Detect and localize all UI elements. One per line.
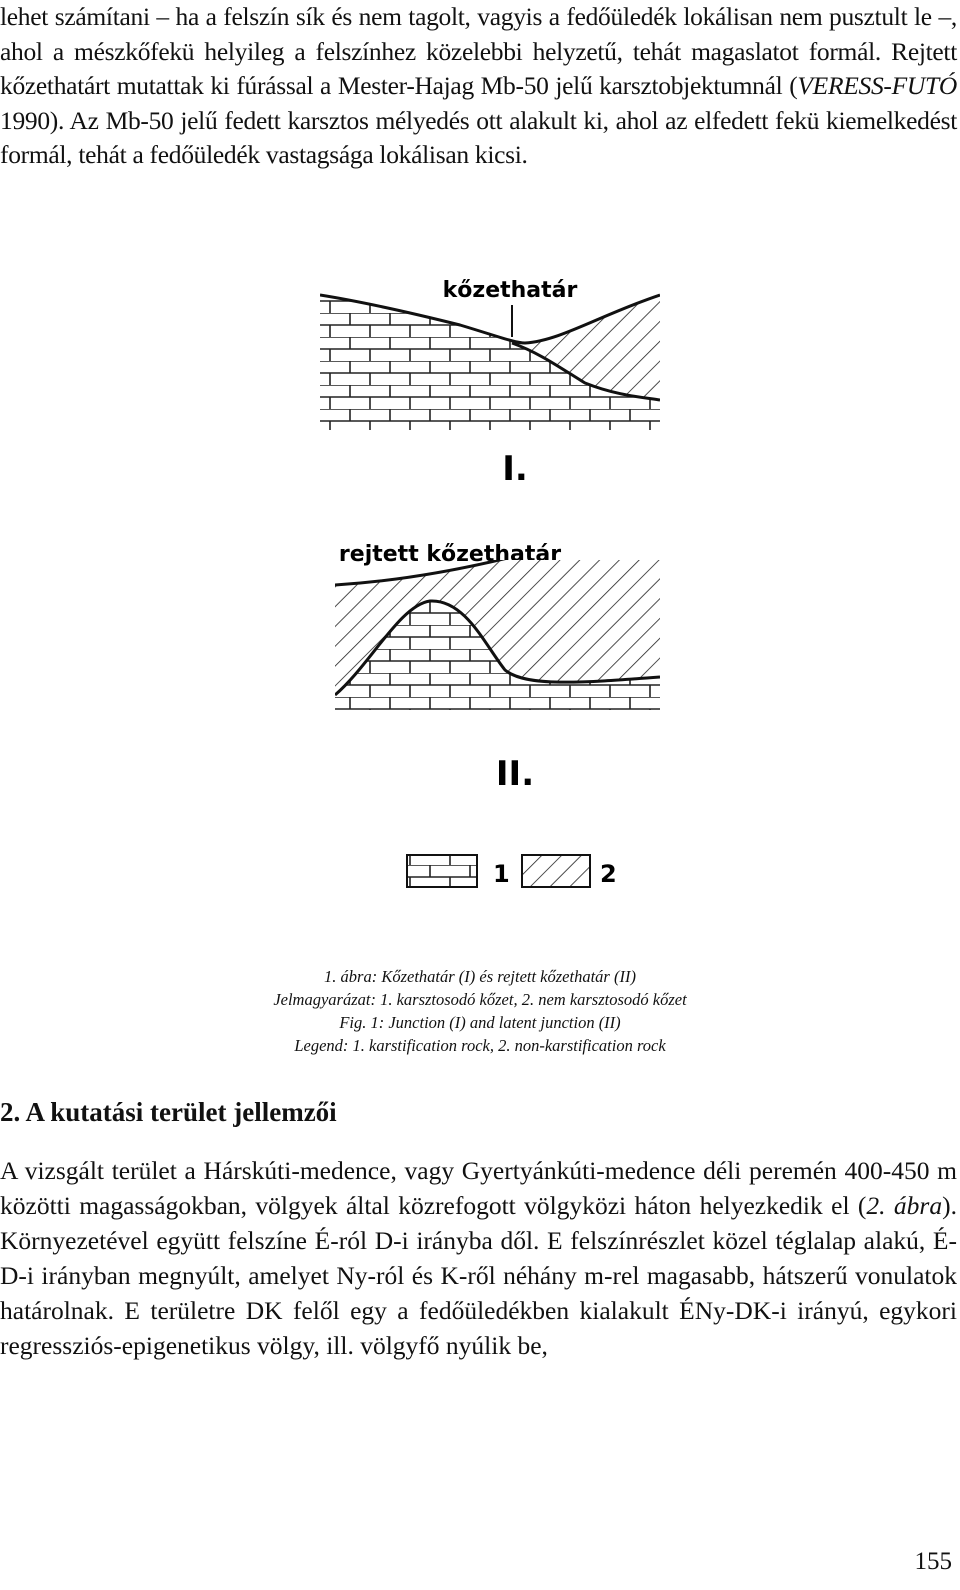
caption-line: Jelmagyarázat: 1. karsztosodó kőzet, 2. nem karsztosodó kőzet <box>273 990 687 1009</box>
paragraph-text: ). Környezetével együtt felszíne É-ról D-i irányba dől. E felszínrészlet közel téglalap alakú, É-D-i irányban megnyúlt, amelyet Ny-ról és K-ről néhány m-rel magasabb, hátszerű vonulatok határolnak. E területre DK felől egy a fedőüledékben kialakult ÉNy-DK-i irányú, egykori regressziós-epigenetikus völgy, ill. völgyfő nyúlik be, <box>0 1191 957 1360</box>
caption-line: Legend: 1. karstification rock, 2. non-karstification rock <box>294 1036 666 1055</box>
panel-2-label: II. <box>495 754 535 794</box>
paragraph-text: A vizsgált terület a Hárskúti-medence, vagy Gyertyánkúti-medence déli peremén 400-450 m közötti magasságokban, völgyek által közrefogott völgyközi háton helyezkedik el ( <box>0 1156 957 1220</box>
legend-swatch-nonkarst <box>522 855 590 887</box>
section-heading: 2. A kutatási terület jellemzői <box>0 1097 337 1127</box>
legend-swatch-karst <box>407 855 477 887</box>
citation-authors: VERESS-FUTÓ <box>797 71 957 100</box>
legend-label-2: 2 <box>600 860 617 888</box>
figure-rock-junction <box>300 265 660 905</box>
label-rejtett-kozethatar: rejtett kőzethatár <box>338 542 562 567</box>
figure-caption <box>120 965 840 1057</box>
paragraph-text: lehet számítani – ha a felszín sík és nem tagolt, vagyis a fedőüledék lokálisan nem pusztult le –, ahol a mészkőfekü helyileg a felszínhez közelebbi helyzetű, tehát magaslatot formál. Rejtett kőzethatárt mutattak ki fúrással a Mester-Hajag Mb-50 jelű karsztobjektumnál ( <box>0 2 957 100</box>
label-kozethatar: kőzethatár <box>442 278 578 303</box>
panel-1-label: I. <box>502 449 528 489</box>
caption-line: 1. ábra: Kőzethatár (I) és rejtett kőzethatár (II) <box>324 967 636 986</box>
caption-line: Fig. 1: Junction (I) and latent junction (II) <box>339 1013 621 1032</box>
section-paragraph <box>0 1153 957 1363</box>
intro-paragraph <box>0 0 957 173</box>
figure-diagram <box>300 265 660 905</box>
figure-reference: 2. ábra <box>866 1191 943 1220</box>
panel-1-section <box>320 295 660 430</box>
paragraph-text: 1990). Az Mb-50 jelű fedett karsztos mélyedés ott alakult ki, ahol az elfedett fekü kiemelkedést formál, tehát a fedőüledék vastagsága lokálisan kicsi. <box>0 105 957 169</box>
page-number: 155 <box>914 1548 952 1575</box>
legend-label-1: 1 <box>493 860 510 888</box>
